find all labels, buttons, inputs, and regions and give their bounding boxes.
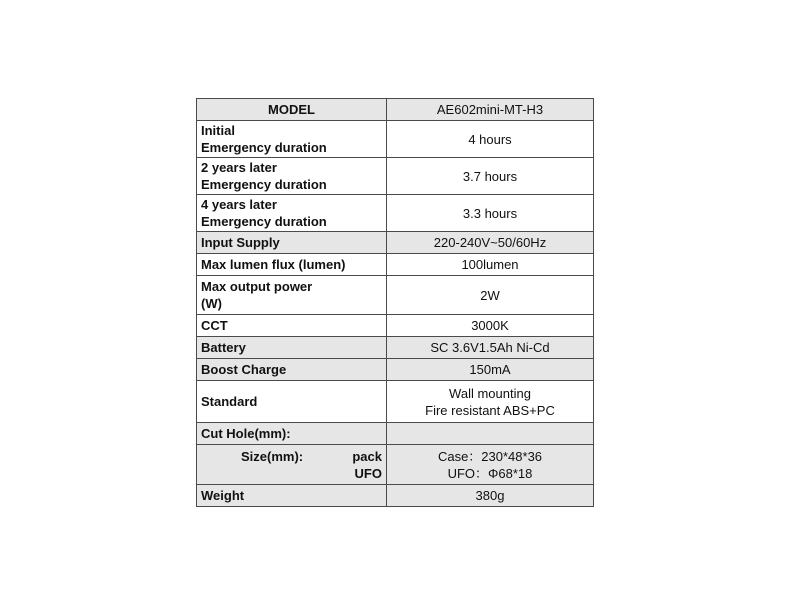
cct-label: CCT: [197, 315, 387, 337]
standard-value: Wall mounting Fire resistant ABS+PC: [387, 381, 594, 423]
two-years-duration-value: 3.7 hours: [387, 158, 594, 195]
table-row-size: [197, 445, 594, 485]
size-ufo-value: UFO：Φ68*18: [447, 465, 533, 481]
initial-duration-value: 4 hours: [387, 121, 594, 158]
two-years-duration-label: 2 years later Emergency duration: [197, 158, 387, 195]
table-row-2-years-duration: [197, 158, 594, 195]
table-row-initial-duration: [197, 121, 594, 158]
table-row-cut-hole: [197, 423, 594, 445]
model-value: AE602mini-MT-H3: [387, 99, 594, 121]
table-row-4-years-duration: [197, 195, 594, 232]
size-label: Size(mm):: [241, 448, 304, 464]
standard-label: Standard: [197, 381, 387, 423]
table-row-weight: [197, 485, 594, 507]
boost-charge-value: 150mA: [387, 359, 594, 381]
boost-charge-label: Boost Charge: [197, 359, 387, 381]
input-supply-label: Input Supply: [197, 232, 387, 254]
table-row-input-supply: [197, 232, 594, 254]
battery-label: Battery: [197, 337, 387, 359]
table-row-max-lumen: [197, 254, 594, 276]
table-row-battery: [197, 337, 594, 359]
cut-hole-label: Cut Hole(mm):: [197, 423, 387, 445]
initial-duration-label: Initial Emergency duration: [197, 121, 387, 158]
size-ufo-label: UFO: [354, 465, 382, 481]
weight-label: Weight: [197, 485, 387, 507]
table-row-cct: [197, 315, 594, 337]
cut-hole-value: [387, 423, 594, 445]
size-label-cell: [197, 445, 387, 485]
input-supply-value: 220-240V~50/60Hz: [387, 232, 594, 254]
table-row-model: [197, 99, 594, 121]
max-output-power-value: 2W: [387, 276, 594, 315]
model-label: MODEL: [197, 99, 387, 121]
size-value: [387, 445, 594, 485]
max-output-power-label: Max output power (W): [197, 276, 387, 315]
battery-value: SC 3.6V1.5Ah Ni-Cd: [387, 337, 594, 359]
table-row-max-output-power: [197, 276, 594, 315]
weight-value: 380g: [387, 485, 594, 507]
max-lumen-label: Max lumen flux (lumen): [197, 254, 387, 276]
size-case-value: Case：230*48*36: [437, 448, 543, 464]
four-years-duration-label: 4 years later Emergency duration: [197, 195, 387, 232]
spec-table: [196, 98, 594, 507]
four-years-duration-value: 3.3 hours: [387, 195, 594, 232]
cct-value: 3000K: [387, 315, 594, 337]
max-lumen-value: 100lumen: [387, 254, 594, 276]
size-pack-label: pack: [352, 448, 382, 464]
table-row-boost-charge: [197, 359, 594, 381]
table-row-standard: [197, 381, 594, 423]
